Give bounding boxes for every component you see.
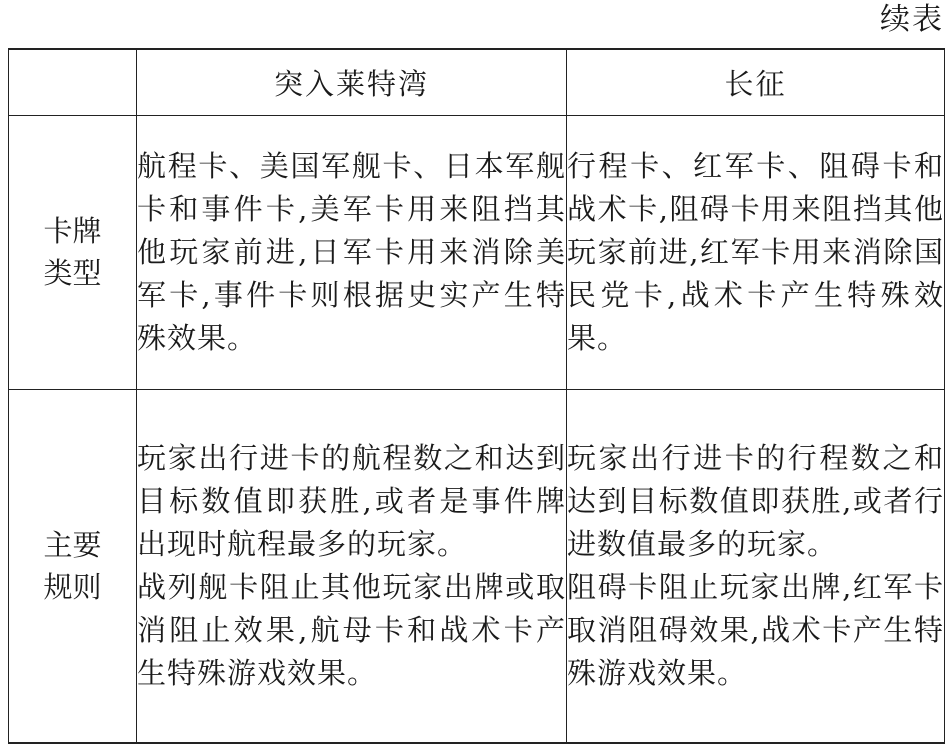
table-header-row — [9, 49, 945, 115]
row-label-line: 卡牌 — [43, 214, 102, 248]
header-long-march: 长征 — [567, 49, 945, 115]
cell-paragraph: 玩家出行进卡的行程数之和达到目标数值即获胜,或者行进数值最多的玩家。 — [567, 440, 944, 561]
cell-paragraph: 航程卡、美国军舰卡、日本军舰卡和事件卡,美军卡用来阻挡其他玩家前进,日军卡用来消除美军卡,事件卡则根据史实产生特殊效果。 — [137, 148, 566, 355]
cell-paragraph: 阻碍卡阻止玩家出牌,红军卡取消阻碍效果,战术卡产生特殊游戏效果。 — [567, 569, 944, 690]
header-leyte-gulf: 突入莱特湾 — [137, 49, 567, 115]
cell-leyte-main-rules — [137, 389, 567, 743]
row-label-main-rules — [9, 389, 137, 743]
cell-longmarch-card-types — [567, 115, 945, 389]
cell-paragraph: 玩家出行进卡的航程数之和达到目标数值即获胜,或者是事件牌出现时航程最多的玩家。 — [137, 440, 566, 561]
comparison-table — [8, 48, 945, 744]
cell-leyte-card-types — [137, 115, 567, 389]
continued-table-label: 续表 — [880, 2, 944, 37]
table-row-card-types — [9, 115, 945, 389]
header-corner-cell — [9, 49, 137, 115]
row-label-line: 类型 — [43, 256, 102, 290]
table-row-main-rules — [9, 389, 945, 743]
cell-paragraph: 战列舰卡阻止其他玩家出牌或取消阻止效果,航母卡和战术卡产生特殊游戏效果。 — [137, 569, 566, 690]
row-label-line: 规则 — [43, 569, 102, 604]
cell-longmarch-main-rules — [567, 389, 945, 743]
row-label-card-types — [9, 115, 137, 389]
row-label-line: 主要 — [43, 527, 102, 562]
cell-paragraph: 行程卡、红军卡、阻碍卡和战术卡,阻碍卡用来阻挡其他玩家前进,红军卡用来消除国民党卡,战术卡产生特殊效果。 — [567, 148, 944, 355]
